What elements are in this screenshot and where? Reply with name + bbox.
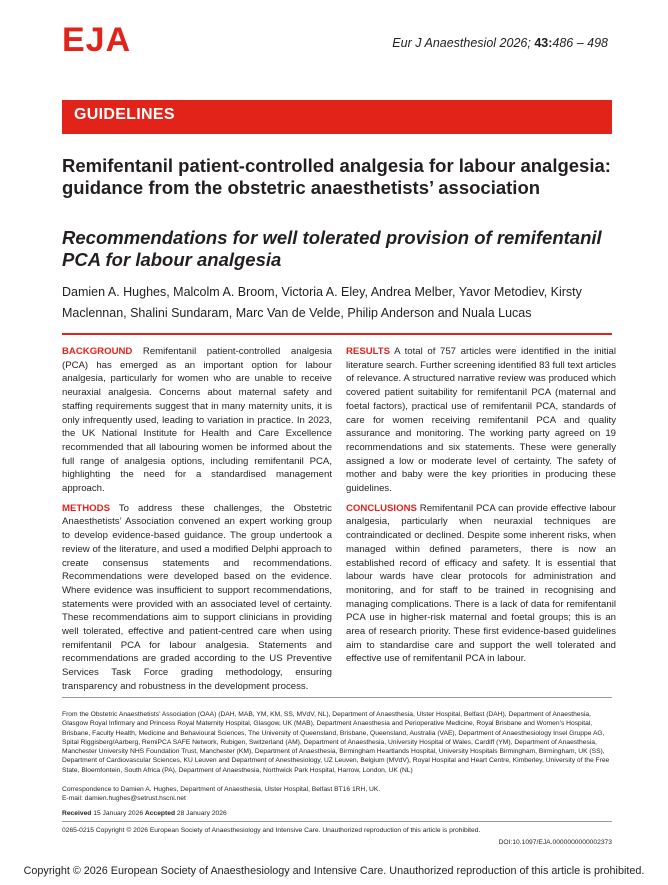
correspondence: Correspondence to Damien A. Hughes, Department of Anaesthesia, Ulster Hospital, Belfast BT16 1RH, UK. (62, 786, 381, 793)
section-banner (62, 100, 612, 134)
doi[interactable]: DOI:10.1097/EJA.0000000000002373 (498, 839, 612, 846)
abstract-results (346, 345, 616, 496)
journal-logo: EJA (62, 21, 132, 59)
conclusions-heading: CONCLUSIONS (346, 502, 417, 514)
methods-text: To address these challenges, the Obstetric Anaesthetists’ Association convened an expert working group to develop evidence-based guidance. The group undertook a review of the literature, and used a modified Delphi approach to create consensus statements and recommendations. Recommendations were developed based on the evidence. Where evidence was insufficient to support recommendations, statements were provided with an associated level of certainty. These recommendations aim to support clinicians in providing well tolerated, effective and patient-centred care when using remifentanil PCA for labour analgesia. Statements and recommendations are graded according to the US Preventive Services Task Force grading methodology, ensuring transparency and robustness in the development process. (62, 502, 332, 692)
correspondence-block (62, 785, 612, 804)
article-title: Remifentanil patient-controlled analgesia for labour analgesia: guidance from the obstetric anaesthetists’ association (62, 155, 611, 198)
author-list: Damien A. Hughes, Malcolm A. Broom, Victoria A. Eley, Andrea Melber, Yavor Metodiev, Kirsty Maclennan, Shalini Sundaram, Marc Van de Velde, Philip Anderson and Nuala Lucas (62, 285, 582, 320)
article-subtitle: Recommendations for well tolerated provision of remifentanil PCA for labour analgesia (62, 227, 602, 270)
affiliations-rule (62, 697, 612, 698)
journal-year: 2026; (499, 36, 531, 50)
received-label: Received (62, 810, 92, 817)
page-footer-copyright: Copyright © 2026 European Society of Anaesthesiology and Intensive Care. Unauthorized reproduction of this article is prohibited. (23, 865, 645, 877)
results-text: A total of 757 articles were identified in the initial literature search. Further screening identified 83 full text articles of relevance. A structured narrative review was produced which covered patient suitability for remifentanil PCA (maternal and foetal factors), practical use of remifentanil PCA, standards of care for women receiving remifentanil PCA and quality assurance and monitoring. The working party agreed on 19 recommendations and six statements. These were generally assigned a low or moderate level of certainty. The safety of mother and baby were the key priorities in producing these guidelines. (346, 346, 616, 495)
abstract-top-rule (62, 333, 612, 335)
abstract-conclusions (346, 502, 616, 666)
abstract-left-column (62, 345, 332, 700)
received-date: 15 January 2026 (93, 810, 144, 817)
affiliations: From the Obstetric Anaesthetists’ Association (OAA) (DAH, MAB, YM, KM, SS, MVdV, NL), Department of Anaesthesia, Ulster Hospital, Belfast (DAH), Department of Anaesthesia, Glasgow Royal Infirmary and Princess Royal Maternity Hospital, Glasgow, UK (MAB), Department Anaesthesia and Perioperative Medicine, Royal Brisbane and Women’s Hospital, Brisbane, Faculty Health, Medicine and Behavioural Sciences, The University of Queensland, Brisbane, Queensland, Australia (VAE), Department of Anaesthesiology Insel Gruppe AG, Spital Riggisberg/Aarberg, RemiPCA SAFE Network, Rubigen, Switzerland (AM), Department of Anaesthesia, University Hospital of Wales, Cardiff (YM), Department of Anaesthesia, Manchester University NHS Foundation Trust, Manchester (KM), Department of Anaesthesia, Birmingham Heartlands Hospital, University Hospitals Birmingham, Birmingham, UK (SS), Department of Cardiovascular Sciences, KU Leuven and Department of Anesthesiology, UZ Leuven, Belgium (MVdV), Royal Hospital and Heart Centre, Kimberley, University of the Free State, Bloemfontein, South Africa (PA), Department of Anaesthesia, Northwick Park Hospital, Harrow, London, UK (NL) (62, 711, 610, 774)
journal-name: Eur J Anaesthesiol (392, 36, 497, 50)
conclusions-text: Remifentanil PCA can provide effective labour analgesia, particularly when neuraxial techniques are contraindicated or declined. Despite some inherent risks, when managed within defined parameters, there is now an established record of efficacy and safety. It is essential that labour wards have clear protocols for administration and monitoring, and for staff to be trained in recognising and managing complications. There is a lack of data for remifentanil PCA use in higher-risk maternal and foetal groups; this is an area of research priority. These first evidence-based guidelines aim to standardise care and support the well tolerated and effective use of remifentanil PCA in labour. (346, 502, 616, 665)
background-text: Remifentanil patient-controlled analgesia (PCA) has emerged as an important option for labour analgesia, particularly for women who are unable to receive neuraxial analgesia. Concerns about maternal safety and staffing requirements suggest that in many maternity units, it is only infrequently used, leading to variation in practice. In 2023, the UK National Institute for Health and Care Excellence recommended that all labouring women be informed about the full range of analgesia options, including remifentanil PCA, highlighting the need for a standardised management approach. (62, 346, 332, 495)
correspondence-email[interactable]: E-mail: damien.hughes@setrust.hscni.net (62, 795, 186, 803)
abstract-methods (62, 502, 332, 694)
abstract-background (62, 345, 332, 496)
abstract-right-column (346, 345, 616, 672)
issn-copyright: 0265-0215 Copyright © 2026 European Society of Anaesthesiology and Intensive Care. Unauthorized reproduction of this article is prohibited. (62, 827, 481, 834)
accepted-label: Accepted (144, 810, 176, 817)
section-label: GUIDELINES (74, 106, 175, 123)
citation (392, 36, 608, 50)
journal-volume: 43: (534, 36, 553, 50)
accepted-date: 28 January 2026 (176, 810, 227, 817)
results-heading: RESULTS (346, 346, 391, 357)
article-dates (62, 809, 612, 818)
methods-heading: METHODS (62, 502, 110, 514)
journal-pages: 486 – 498 (552, 36, 608, 50)
copyright-rule (62, 821, 612, 822)
background-heading: BACKGROUND (62, 346, 133, 357)
